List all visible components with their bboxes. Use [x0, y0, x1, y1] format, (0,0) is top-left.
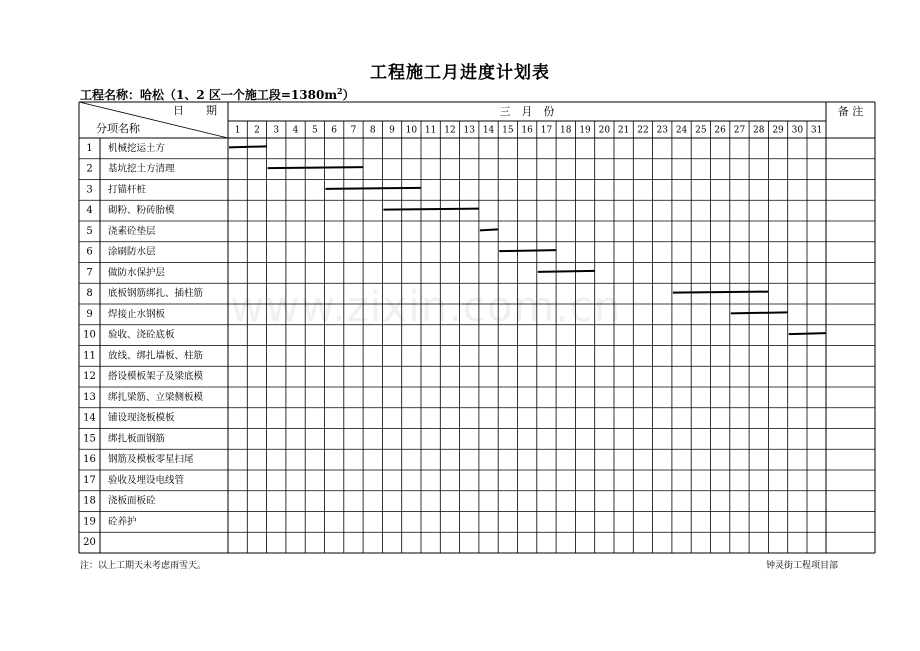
date-header-label: 日 期	[173, 104, 217, 117]
task-number: 11	[83, 350, 96, 362]
task-number: 19	[83, 516, 96, 528]
footer-department: 钟灵街工程项目部	[766, 561, 839, 571]
project-unit-superscript: 2	[337, 86, 343, 96]
task-name: 基坑挖土方清理	[108, 163, 175, 175]
schedule-bar	[731, 312, 788, 313]
task-number: 14	[83, 412, 96, 424]
day-number: 9	[389, 125, 395, 136]
task-name: 铺设现浇板模板	[108, 412, 175, 424]
remark-header-label: 备 注	[837, 105, 864, 118]
task-name: 做防水保护层	[108, 267, 166, 279]
day-number: 21	[617, 125, 630, 136]
day-number: 8	[369, 125, 376, 136]
task-name: 浇素砼垫层	[108, 225, 156, 237]
schedule-bar	[673, 292, 769, 293]
task-name: 验收、浇砼底板	[108, 329, 175, 341]
day-number: 14	[482, 125, 495, 136]
day-number: 20	[598, 125, 611, 136]
task-name: 焊接止水钢板	[108, 308, 166, 320]
day-number: 7	[350, 125, 357, 136]
task-name: 搭设模板架子及梁底模	[108, 371, 204, 383]
task-number: 2	[86, 163, 93, 175]
schedule-bar	[326, 188, 422, 189]
schedule-bar	[499, 250, 556, 251]
day-number: 16	[521, 125, 533, 136]
day-number: 15	[502, 125, 514, 136]
day-number: 1	[234, 125, 241, 136]
task-number: 15	[83, 433, 96, 445]
task-number: 8	[86, 288, 93, 300]
day-number: 26	[714, 125, 726, 136]
task-name: 浇板面板砼	[108, 495, 156, 507]
project-label: 工程名称：哈松（1、2 区一个施工段=1380m	[80, 88, 338, 102]
task-name: 绑扎板面钢筋	[108, 433, 166, 445]
schedule-bar	[538, 271, 595, 272]
schedule-bar	[268, 167, 364, 168]
task-number: 3	[86, 184, 93, 196]
task-number: 13	[83, 391, 96, 403]
task-number: 17	[83, 474, 96, 486]
task-number: 9	[86, 308, 93, 320]
task-name: 砼养护	[108, 516, 137, 528]
day-number: 23	[656, 125, 668, 136]
day-number: 30	[791, 125, 804, 136]
task-name: 放线、绑扎墙板、柱筋	[108, 350, 204, 362]
schedule-bar	[789, 333, 827, 334]
task-name: 打锚杆桩	[108, 184, 147, 196]
day-number: 10	[405, 125, 418, 136]
project-label-suffix: ）	[342, 88, 355, 102]
task-name: 机械挖运土方	[108, 142, 166, 154]
task-name: 钢筋及模板零星扫尾	[108, 454, 194, 466]
day-number: 4	[292, 125, 299, 136]
day-number: 25	[695, 125, 707, 136]
day-number: 24	[675, 125, 688, 136]
task-number: 16	[83, 454, 96, 466]
task-name: 底板钢筋绑扎、插柱筋	[108, 288, 204, 300]
task-number: 6	[86, 246, 93, 258]
day-number: 22	[637, 125, 649, 136]
day-number: 27	[733, 125, 746, 136]
watermark: www.zixin.com.cn	[230, 282, 622, 331]
day-number: 28	[753, 125, 765, 136]
footer-note: 注：以上工期天未考虑雨雪天。	[80, 561, 207, 571]
task-number: 12	[83, 371, 96, 383]
day-number: 31	[810, 125, 823, 136]
schedule-bar	[383, 209, 479, 210]
month-header-label: 三 月 份	[499, 105, 555, 118]
day-number: 5	[311, 125, 318, 136]
day-number: 18	[560, 125, 572, 136]
day-number: 29	[772, 125, 784, 136]
day-number: 6	[331, 125, 338, 136]
task-number: 5	[86, 225, 93, 237]
task-name: 绑扎梁筋、立梁侧板模	[108, 391, 204, 403]
page-title: 工程施工月进度计划表	[370, 63, 550, 83]
day-number: 12	[444, 125, 456, 136]
schedule-bar	[480, 229, 498, 230]
task-name: 验收及埋设电线管	[108, 474, 185, 486]
task-number: 10	[83, 329, 96, 341]
day-number: 17	[540, 125, 553, 136]
task-name: 涂刷防水层	[108, 246, 156, 258]
task-number: 18	[83, 495, 96, 507]
task-number: 7	[86, 267, 93, 279]
item-header-label: 分项名称	[96, 122, 140, 135]
day-number: 3	[273, 125, 280, 136]
task-number: 1	[86, 142, 93, 154]
task-number: 20	[83, 537, 96, 549]
day-number: 19	[579, 125, 591, 136]
day-number: 13	[463, 125, 475, 136]
schedule-bar	[229, 146, 267, 147]
task-name: 砌粉、粉砖胎模	[108, 205, 175, 217]
day-number: 11	[424, 125, 437, 136]
day-number: 2	[254, 125, 260, 136]
task-number: 4	[86, 205, 93, 217]
